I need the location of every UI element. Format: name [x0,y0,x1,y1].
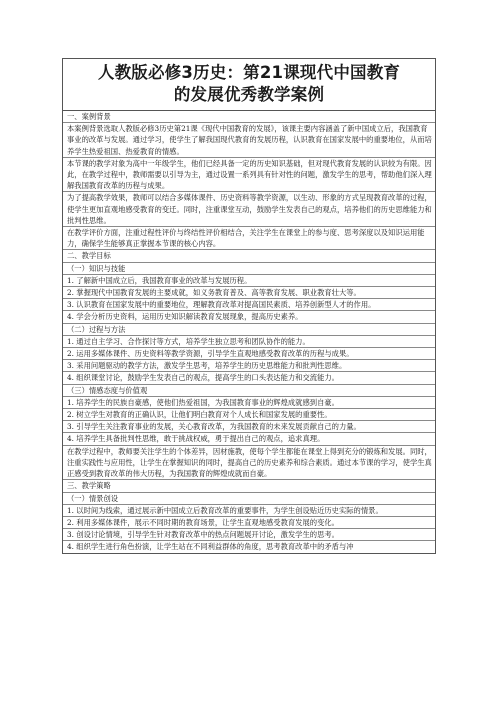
content-row: 4. 学会分析历史资料，运用历史知识解读教育发展现象，提高历史素养。 [63,311,435,323]
content-row: 4. 组织课堂讨论，鼓励学生发表自己的观点，提高学生的口头表达能力和交流能力。 [63,372,435,384]
content-row: （一）情景创设 [63,493,435,505]
content-row: 2. 运用多媒体课件、历史资料等教学资源，引导学生直观地感受教育改革的历程与成果。 [63,348,435,360]
content-row: 2. 掌握现代中国教育发展的主要成就，如义务教育普及、高等教育发展、职业教育壮大等。 [63,287,435,299]
content-row: 1. 培养学生的民族自豪感，使他们热爱祖国，为我国教育事业的辉煌成就感到自豪。 [63,397,435,409]
title-line-2: 的发展优秀教学案例 [173,85,325,104]
content-row: 3. 采用问题驱动的教学方法，激发学生思考，培养学生的历史思维能力和批判性思维。 [63,360,435,372]
content-row: 三、教学策略 [63,480,435,492]
content-row: 2. 利用多媒体课件，展示不同时期的教育场景，让学生直观地感受教育发展的变化。 [63,517,435,529]
content-row: 在教学评价方面，注重过程性评价与终结性评价相结合，关注学生在课堂上的参与度、思考深度以及知识运用能力，确保学生能够真正掌握本节课的核心内容。 [63,227,435,250]
content-row: 3. 创设讨论情境，引导学生针对教育改革中的热点问题展开讨论，激发学生的思考。 [63,529,435,541]
content-row: 一、案例背景 [63,111,435,123]
document-page [62,58,436,554]
content-table [62,110,436,554]
content-row: （一）知识与技能 [63,263,435,275]
content-row: （二）过程与方法 [63,324,435,336]
title-line-1: 人教版必修3历史：第21课现代中国教育 [97,63,401,82]
content-row: 二、教学目标 [63,250,435,262]
content-row: 2. 树立学生对教育的正确认识，让他们明白教育对个人成长和国家发展的重要性。 [63,409,435,421]
content-row: 1. 了解新中国成立后，我国教育事业的改革与发展历程。 [63,275,435,287]
content-row: 在教学过程中，教师要关注学生的个体差异，因材施教，使每个学生都能在课堂上得到充分的锻炼和发展。同时，注重实践性与应用性，让学生在掌握知识的同时，提高自己的历史素养和综合素质。通过本节课的学习，使学生真正感受到教育改革的伟大历程，为我国教育的辉煌成就而自豪。 [63,446,435,481]
content-row: 本案例背景选取人教版必修3历史第21课《现代中国教育的发展》，该课主要内容涵盖了新中国成立后，我国教育事业的改革与发展。通过学习，使学生了解我国现代教育的发展历程，认识教育在国家发展中的重要地位，从而培养学生热爱祖国、热爱教育的情感。 [63,123,435,158]
content-row: 1. 以时间为线索，通过展示新中国成立后教育改革的重要事件，为学生创设贴近历史实际的情景。 [63,505,435,517]
content-row: 1. 通过自主学习、合作探讨等方式，培养学生独立思考和团队协作的能力。 [63,336,435,348]
content-row: 3. 认识教育在国家发展中的重要地位，理解教育改革对提高国民素质、培养创新型人才的作用。 [63,299,435,311]
content-row: 本节课的教学对象为高中一年级学生，他们已经具备一定的历史知识基础，但对现代教育发展的认识较为有限。因此，在教学过程中，教师需要以引导为主，通过设置一系列具有针对性的问题，激发学生的思考，帮助他们深入理解我国教育改革的历程与成果。 [63,158,435,193]
content-row: （三）情感态度与价值观 [63,385,435,397]
content-row: 4. 培养学生具备批判性思维，敢于挑战权威，勇于提出自己的观点，追求真理。 [63,433,435,445]
content-row: 为了提高教学效果，教师可以结合多媒体课件、历史资料等教学资源，以生动、形象的方式呈现教育改革的过程，使学生更加直观地感受教育的变迁。同时，注重课堂互动，鼓励学生发表自己的观点，培养他们的历史思维能力和批判性思维。 [63,192,435,227]
content-row: 3. 引导学生关注教育事业的发展，关心教育改革，为我国教育的未来发展贡献自己的力量。 [63,421,435,433]
content-row: 4. 组织学生进行角色扮演，让学生站在不同利益群体的角度，思考教育改革中的矛盾与冲 [67,542,354,552]
document-title [62,58,436,110]
